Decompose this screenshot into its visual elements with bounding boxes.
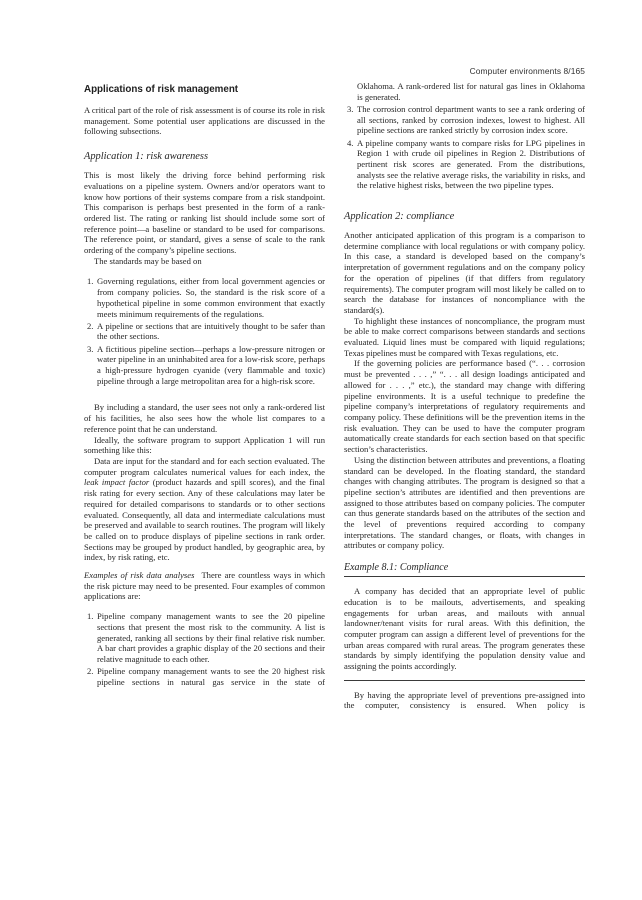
including-standard-paragraph: By including a standard, the user sees not only a rank-ordered list of his facilities, he also sees how the whole list compares to a reference point that he can understand.: [84, 402, 325, 434]
examples-intro: [84, 570, 325, 602]
examples-list-continued: [344, 81, 585, 191]
consistency-paragraph: By having the appropriate level of preventions pre-assigned into the computer, consistency is ensured. When policy is: [344, 689, 585, 711]
list-item: [84, 344, 325, 387]
list-item-text: The corrosion control department wants to see a rank ordering of all sections, ranked by corrosion indexes, lowest to highest. All pipeline sections are ranked strictly by corrosion index score.: [357, 103, 585, 136]
list-item-text: A pipeline or sections that are intuitively thought to be safer than the other sections.: [97, 320, 325, 342]
list-item-continuation: [344, 81, 585, 102]
section-intro: A critical part of the role of risk assessment is of course its role in risk management. Some potential user applications are discussed in the following subsections.: [84, 105, 325, 137]
application-2-paragraph: Another anticipated application of this program is a comparison to determine compliance with local regulations or with company policy. In this case, a standard is developed based on the company’s interpretation of government regulations and on the company policy for the operation of pipelines (if that differs from regulatory requirements). The computer program will most likely be called on to search the database for instances of noncompliance with the standard(s).: [344, 230, 585, 315]
examples-run-in-head: Examples of risk data analyses: [84, 570, 195, 581]
list-item: [84, 276, 325, 319]
list-item: [84, 666, 325, 687]
list-item-text: Governing regulations, either from local government agencies or from company policies. So, the standard is the risk score of a hypothetical pipeline in some common environment that exactly meets minimum requirements of the regulations.: [97, 276, 325, 319]
application-1-heading: Application 1: risk awareness: [84, 151, 209, 163]
list-number: 1.: [87, 276, 94, 287]
examples-list: [84, 611, 325, 687]
list-number: 2.: [87, 320, 94, 331]
list-number: 3.: [87, 343, 94, 354]
list-number: 2.: [87, 666, 94, 677]
list-number: 1.: [87, 611, 94, 622]
example-box: [344, 562, 585, 681]
data-input-text-a: Data are input for the standard and for each section evaluated. The computer program calculates numerical values for each index, the: [84, 455, 325, 477]
example-title: Example 8.1: Compliance: [344, 562, 585, 577]
section-title: Applications of risk management: [84, 84, 239, 95]
standards-intro: The standards may be based on: [94, 255, 202, 266]
example-text: A company has decided that an appropriate level of public education is to be mailouts, advertisements, and speaking engagements for urban areas, and mailouts with annual landowner/tenant visits for rural areas. With this definition, the computer program can assign a different level of preventions for the urban areas compared with rural areas. The program generates these standards by simply identifying the population density value and assigning the points accordingly.: [344, 586, 585, 672]
data-input-text-b: (product hazards and spill scores), and the final risk rating for every section. Any of these calculations may later be required for detailed comparisons to standards or to other sections evaluated. Consequently, all data and intermediate calculations must be preserved and available to search routines. The program will likely be called on to produce displays of pipeline sections in rank order. Sections may be grouped by product handled, by geographic area, by index, by risk rating, etc.: [84, 477, 325, 563]
data-input-paragraph: [84, 456, 325, 563]
examples-intro-text: There are countless ways in which the risk picture may need to be presented. Four examples of common applications are:: [84, 570, 326, 602]
running-head: Computer environments 8/165: [469, 66, 585, 76]
list-item-text: Pipeline company management wants to see the 20 highest risk pipeline sections in natural gas service in the state of: [97, 666, 325, 687]
floating-standard-paragraph: Using the distinction between attributes and preventions, a floating standard can be developed. In the floating standard, the standard changes with changing attributes. The program is designed so that a pipeline section’s attributes are identified and then preventions are assigned to those attributes based on company policies. The computer can thus generate standards based on the attributes of the section and the level of preventions required according to company interpretations. The standard changes, or floats, with changes in attributes or company policy.: [344, 454, 585, 551]
list-item: [344, 138, 585, 192]
standards-list: [84, 276, 325, 386]
application-1-paragraph: This is most likely the driving force behind performing risk evaluations on a pipeline system. Owners and/or operators want to know how portions of their systems compare from a risk standpoint. This comparison is perhaps best presented in the form of a rank-ordered list. The rating or ranking list should include some sort of reference point—a baseline or standard to be used for comparisons. The reference point, or standard, gives a sense of scale to the rank ordering of the company’s pipeline sections.: [84, 170, 325, 256]
right-column: [344, 81, 585, 711]
list-item-text: Oklahoma. A rank-ordered list for natural gas lines in Oklahoma is generated.: [357, 81, 585, 102]
list-number: 4.: [347, 137, 354, 148]
list-item: [84, 321, 325, 342]
highlight-paragraph: To highlight these instances of noncompliance, the program must be able to make correct comparisons between standards and sections evaluated. Liquid lines must be compared with liquid regulations; Texas pipelines must be compared with Texas regulations, etc.: [344, 315, 585, 358]
left-column: [84, 84, 325, 689]
list-number: 3.: [347, 103, 354, 114]
list-item: [344, 104, 585, 136]
application-2-heading: Application 2: compliance: [344, 211, 455, 223]
list-item: [84, 611, 325, 665]
list-item-text: A fictitious pipeline section—perhaps a low-pressure nitrogen or water pipeline in an uninhabited area for a low-risk score, perhaps a high-pressure hydrogen cyanide (very flammable and toxic) pipeline through a large metropolitan area for a high-risk score.: [97, 343, 325, 386]
governing-policies-paragraph: If the governing policies are performance based (“. . . corrosion must be prevented . . . ,” “. . . all design loadings anticipated and allowed for . . . ,” etc.), the standard may change with differing pipeline environments. It is a useful technique to predefine the pipeline company’s interpretations of regulatory requirements and company policy. These definitions will be the prevention items in the risk evaluation. They can be used to have the computer program automatically create standards for each section based on that specific section’s characteristics.: [344, 358, 585, 455]
list-item-text: Pipeline company management wants to see the 20 pipeline sections that present the most risk to the community. A list is generated, ranking all sections by their final relative risk number. A bar chart provides a graphic display of the 20 sections and their relative magnitude to each other.: [97, 611, 325, 664]
list-item-text: A pipeline company wants to compare risks for LPG pipelines in Region 1 with crude oil pipelines in Region 2. Distributions of pertinent risk scores are generated. From the distributions, analysts see the relative average risks, the variability in risks, and the relative highest risks, between the two pipeline types.: [357, 137, 585, 191]
ideally-paragraph: Ideally, the software program to support Application 1 will run something like this:: [84, 434, 325, 456]
leak-impact-factor-term: leak impact factor: [84, 477, 150, 488]
